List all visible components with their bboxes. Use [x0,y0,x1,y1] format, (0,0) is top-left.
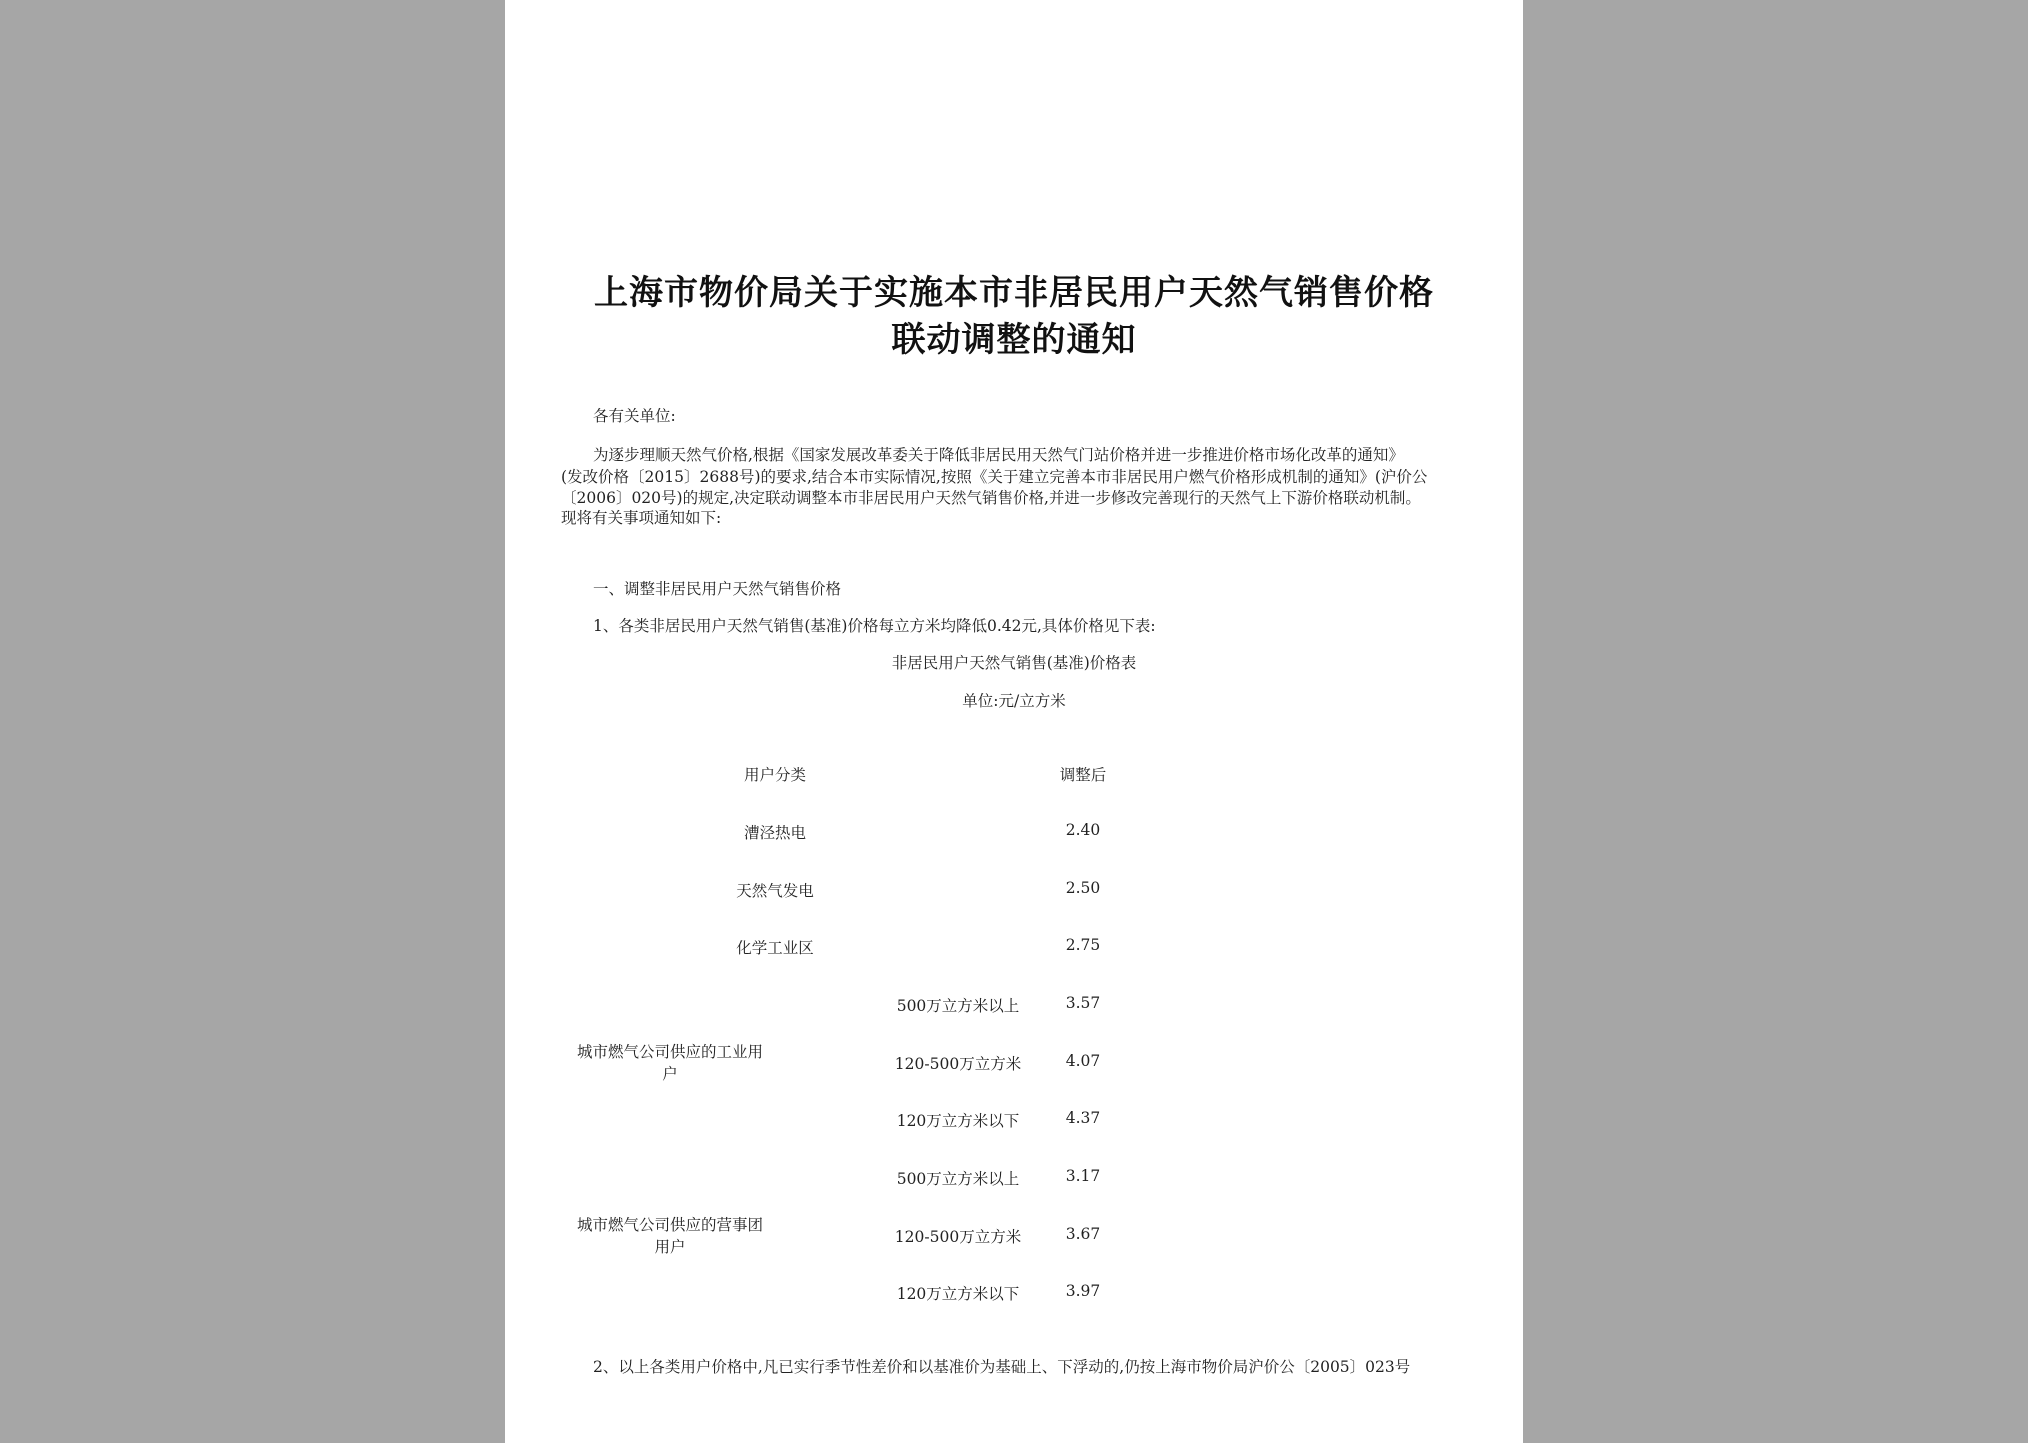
table-subrow-price: 3.97 [1065,1282,1101,1300]
document-page [505,0,1523,1443]
table-subrow-price: 4.07 [1065,1052,1101,1070]
document-title-line-1: 上海市物价局关于实施本市非居民用户天然气销售价格 [594,273,1434,313]
table-subrow-label: 120-500万立方米 [894,1228,1022,1246]
table-subrow-price: 4.37 [1065,1109,1101,1127]
table-subrow-label: 120万立方米以下 [896,1285,1020,1303]
item-2: 2、以上各类用户价格中,凡已实行季节性差价和以基准价为基础上、下浮动的,仍按上海市物价局沪价公〔2005〕023号 [593,1358,1411,1376]
item-1: 1、各类非居民用户天然气销售(基准)价格每立方米均降低0.42元,具体价格见下表: [593,617,1156,635]
paragraph-line-1: 为逐步理顺天然气价格,根据《国家发展改革委关于降低非居民用天然气门站价格并进一步推进价格市场化改革的通知》 [593,446,1404,464]
table-header-category: 用户分类 [743,766,806,784]
table-title: 非居民用户天然气销售(基准)价格表 [891,654,1137,672]
paragraph-line-2: (发改价格〔2015〕2688号)的要求,结合本市实际情况,按照《关于建立完善本市非居民用户燃气价格形成机制的通知》(沪价公 [561,468,1428,486]
table-row-category: 天然气发电 [736,882,814,900]
table-row-price: 2.75 [1065,936,1101,954]
table-subrow-label: 500万立方米以上 [896,1170,1020,1188]
table-group-name: 城市燃气公司供应的营事团用户 [576,1216,763,1256]
table-subrow-label: 120万立方米以下 [896,1112,1020,1130]
table-subrow-price: 3.17 [1065,1167,1101,1185]
table-subrow-price: 3.67 [1065,1225,1101,1243]
table-header-price: 调整后 [1059,766,1107,784]
salutation: 各有关单位: [593,407,676,425]
table-row-price: 2.40 [1065,821,1101,839]
section-heading: 一、调整非居民用户天然气销售价格 [593,580,842,598]
table-subrow-label: 500万立方米以上 [896,997,1020,1015]
paragraph-line-4: 现将有关事项通知如下: [561,509,722,527]
table-row-price: 2.50 [1065,879,1101,897]
table-subrow-label: 120-500万立方米 [894,1055,1022,1073]
document-title-line-2: 联动调整的通知 [891,320,1137,360]
table-row-category: 漕泾热电 [743,824,806,842]
table-group-name: 城市燃气公司供应的工业用户 [576,1043,763,1083]
table-row-category: 化学工业区 [736,939,814,957]
table-unit: 单位:元/立方米 [962,692,1066,710]
paragraph-line-3: 〔2006〕020号)的规定,决定联动调整本市非居民用户天然气销售价格,并进一步修改完善现行的天然气上下游价格联动机制。 [561,489,1421,507]
table-subrow-price: 3.57 [1065,994,1101,1012]
